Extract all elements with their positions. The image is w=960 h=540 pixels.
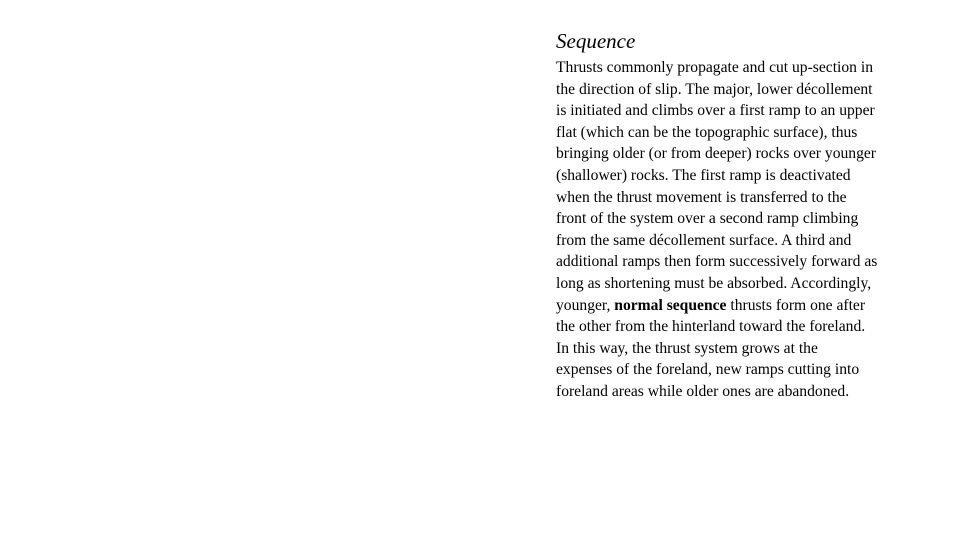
body-line: is initiated and climbs over a first ramp to an upper [556, 102, 875, 120]
body-line: the direction of slip. The major, lower décollement [556, 80, 873, 98]
body-line: flat (which can be the topographic surface), thus [556, 123, 858, 141]
body-line: long as shortening must be absorbed. Accordingly, [556, 274, 872, 292]
text-block [556, 28, 936, 403]
body-line: the other from the hinterland toward the foreland. [556, 318, 866, 336]
body-line-with-emphasis [556, 295, 936, 317]
body-line: from the same décollement surface. A third and [556, 231, 852, 249]
body-line: additional ramps then form successively forward as [556, 253, 878, 271]
body-line-segment: thrusts form one after [726, 296, 866, 314]
body-line: In this way, the thrust system grows at the [556, 339, 818, 357]
body-line: (shallower) rocks. The first ramp is deactivated [556, 166, 851, 184]
body-line: bringing older (or from deeper) rocks over younger [556, 145, 876, 163]
body-line: Thrusts commonly propagate and cut up-section in [556, 59, 873, 76]
body-line: expenses of the foreland, new ramps cutting into [556, 361, 860, 379]
body-paragraph [556, 57, 936, 403]
body-line-segment: younger, [556, 296, 615, 314]
body-line: when the thrust movement is transferred to the [556, 188, 847, 206]
emphasized-term: normal sequence [614, 296, 727, 314]
body-line: foreland areas while older ones are abandoned. [556, 382, 850, 400]
body-line: front of the system over a second ramp climbing [556, 210, 859, 228]
slide-heading: Sequence [556, 29, 636, 53]
